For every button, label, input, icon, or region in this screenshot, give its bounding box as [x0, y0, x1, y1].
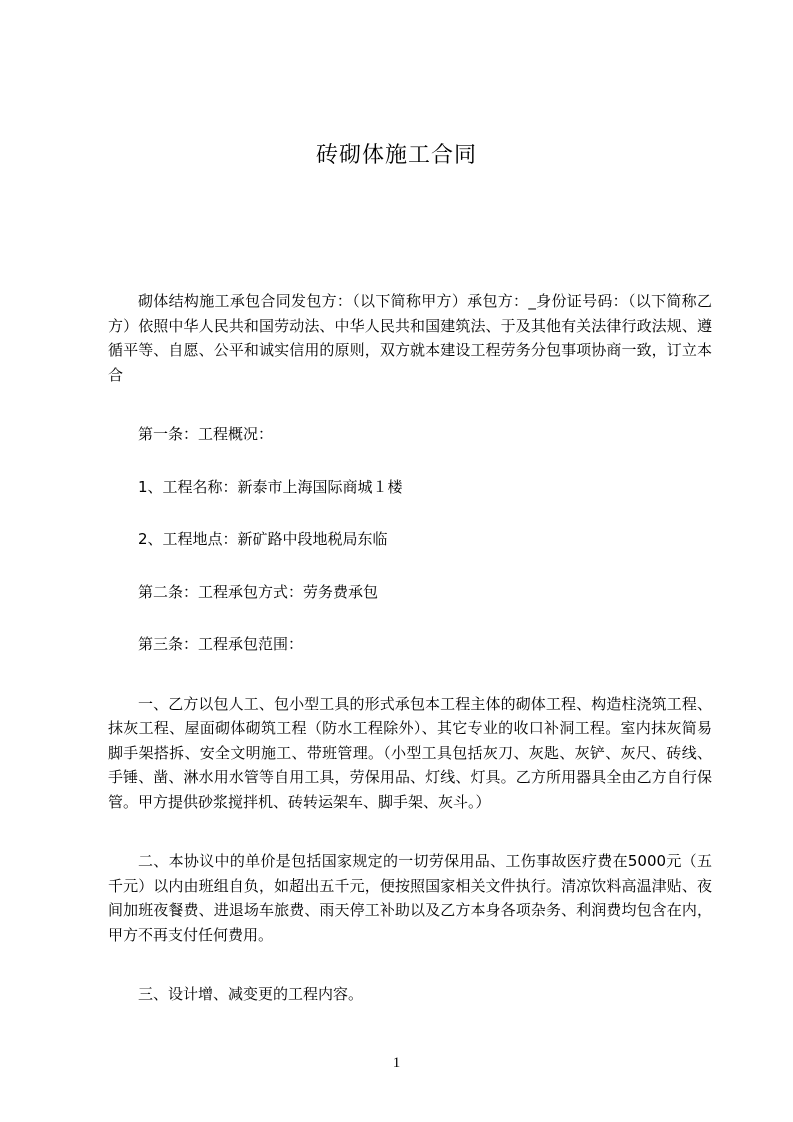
document-body	[108, 289, 712, 1007]
page-number: 1	[392, 1055, 401, 1071]
scope-item-3: 三、设计增、减变更的工程内容。	[138, 985, 364, 1003]
document-title: 砖砌体施工合同	[315, 143, 477, 168]
scope-item-1: 一、乙方以包人工、包小型工具的形式承包本工程主体的砌体工程、构造柱浇筑工程、抹灰工程、屋面砌体砌筑工程（防水工程除外）、其它专业的收口补洞工程。室内抹灰简易脚手架搭拆、安全文明施工、带班管理。（小型工具包括灰刀、灰匙、灰铲、灰尺、砖线、手锤、凿、淋水用水管等自用工具，劳保用品、灯线、灯具。乙方所用器具全由乙方自行保管。甲方提供砂浆搅拌机、砖转运架车、脚手架、灰斗。）	[108, 694, 712, 811]
project-location: 2、工程地点：新矿路中段地税局东临	[138, 530, 388, 548]
intro-paragraph: 砌体结构施工承包合同发包方：（以下简称甲方）承包方：_身份证号码：（以下简称乙方）依照中华人民共和国劳动法、中华人民共和国建筑法、于及其他有关法律行政法规、遵循平等、自愿、公平和诚实信用的原则，双方就本建设工程劳务分包事项协商一致，订立本合	[108, 292, 712, 384]
project-name: 1、工程名称：新泰市上海国际商城１楼	[138, 477, 403, 496]
article-3-heading: 第三条：工程承包范围：	[138, 635, 304, 653]
article-1-heading: 第一条：工程概况：	[138, 425, 274, 443]
article-2-heading: 第二条：工程承包方式：劳务费承包	[138, 582, 379, 601]
scope-item-2: 二、本协议中的单价是包括国家规定的一切劳保用品、工伤事故医疗费在5000元（五千元）以内由班组自负，如超出五千元，便按照国家相关文件执行。清凉饮料高温津贴、夜间加班夜餐费、进退场车旅费、雨天停工补助以及乙方本身各项杂务、利润费均包含在内，甲方不再支付任何费用。	[108, 852, 712, 944]
